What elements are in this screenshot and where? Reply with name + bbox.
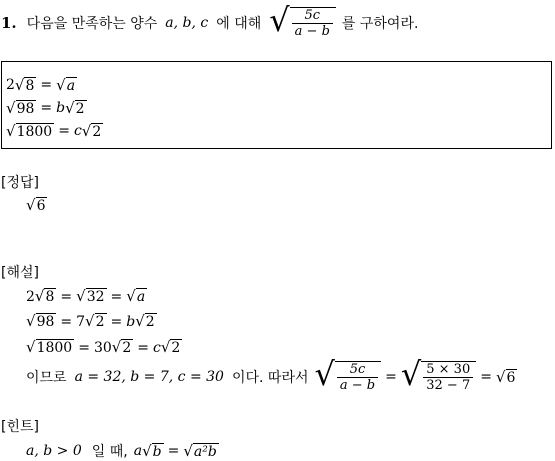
problem-text-mid: 에 대해 [216,16,262,32]
solution-heading: [해설] [1,265,39,281]
solution-line-1: 2 √ 8 = √ 32 = √ a [26,287,146,305]
hint-heading: [힌트] [1,419,39,435]
problem-expr-numerator: 5c [304,7,321,23]
problem-expr-denominator: a − b [292,23,333,40]
hint-line: a, b > 0 일 때, a √ b = √ a²b [26,441,217,460]
solution-values: a = 32, b = 7, c = 30 [74,369,224,385]
solution-line-3: √ 1800 = 30 √ 2 = c √ 2 [26,338,181,356]
condition-1-rhs-radicand: a [66,77,76,94]
problem-text-after: 를 구하여라. [341,16,419,32]
problem-number: 1. [1,14,17,32]
condition-row-2: √ 98 = b √ 2 [6,98,85,117]
solution-conclusion: 이므로 a = 32, b = 7, c = 30 이다. 따라서 √ $\frac{5c}{a - b}$ = √ $\frac{5 \times 30}{32 - 7}$ = √ 6 [26,354,516,393]
answer-heading: [정답] [1,175,39,191]
condition-1-radicand: 8 [25,77,35,94]
condition-2-radicand: 98 [16,100,35,117]
condition-row-1: 2 √ 8 = √ a [6,75,76,94]
condition-row-3: √ 1800 = c √ 2 [6,121,102,140]
problem-sqrt-expression: √ $\frac{5c}{a - b}$ [269,7,336,40]
solution-line-2: √ 98 = 7 √ 2 = b √ 2 [26,312,155,330]
problem-vars: a, b, c [165,15,209,31]
answer-value: √ 6 [26,196,46,214]
condition-3-radicand: 1800 [16,123,53,140]
problem-line [1,0,419,40]
problem-text-before: 다음을 만족하는 양수 [26,16,158,32]
